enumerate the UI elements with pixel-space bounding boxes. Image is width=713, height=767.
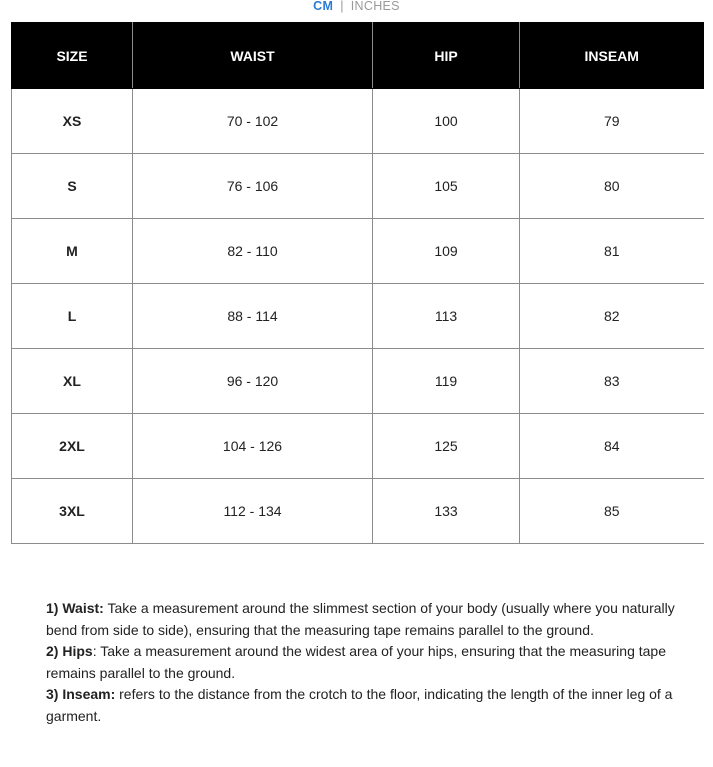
inseam-cell: 81 [520,219,704,284]
note-term: 2) Hips [46,643,93,659]
measurement-notes [46,598,701,727]
waist-cell: 70 - 102 [133,89,373,154]
size-cell: XL [12,349,133,414]
table-row [12,219,704,284]
table-row [12,89,704,154]
hip-cell: 133 [373,479,520,544]
unit-separator: | [340,0,344,13]
note-waist [46,598,701,641]
size-cell: M [12,219,133,284]
note-inseam [46,684,701,727]
inseam-cell: 84 [520,414,704,479]
inseam-cell: 83 [520,349,704,414]
table-row [12,154,704,219]
note-text: : Take a measurement around the widest area of your hips, ensuring that the measuring tape remains parallel to the ground. [46,643,666,681]
note-text: Take a measurement around the slimmest section of your body (usually where you naturally bend from side to side), ensuring that the measuring tape remains parallel to the ground. [46,600,675,638]
hip-cell: 113 [373,284,520,349]
unit-cm-button[interactable]: CM [313,0,334,13]
size-cell: L [12,284,133,349]
table-row [12,414,704,479]
header-inseam: INSEAM [520,23,704,89]
inseam-cell: 80 [520,154,704,219]
table-row [12,479,704,544]
waist-cell: 96 - 120 [133,349,373,414]
waist-cell: 82 - 110 [133,219,373,284]
inseam-cell: 85 [520,479,704,544]
size-cell: XS [12,89,133,154]
note-text: refers to the distance from the crotch to the floor, indicating the length of the inner leg of a garment. [46,686,673,724]
unit-inches-button[interactable]: INCHES [350,0,400,13]
inseam-cell: 82 [520,284,704,349]
table-row [12,284,704,349]
table-header-row [12,23,704,89]
waist-cell: 76 - 106 [133,154,373,219]
hip-cell: 100 [373,89,520,154]
hip-cell: 125 [373,414,520,479]
size-cell: 2XL [12,414,133,479]
waist-cell: 104 - 126 [133,414,373,479]
note-term: 3) Inseam: [46,686,116,702]
hip-cell: 109 [373,219,520,284]
header-waist: WAIST [133,23,373,89]
note-term: 1) Waist: [46,600,104,616]
inseam-cell: 79 [520,89,704,154]
waist-cell: 112 - 134 [133,479,373,544]
waist-cell: 88 - 114 [133,284,373,349]
size-cell: 3XL [12,479,133,544]
unit-toggle [0,0,713,14]
header-hip: HIP [373,23,520,89]
hip-cell: 105 [373,154,520,219]
size-chart-table [11,22,704,544]
size-cell: S [12,154,133,219]
header-size: SIZE [12,23,133,89]
note-hips [46,641,701,684]
table-row [12,349,704,414]
hip-cell: 119 [373,349,520,414]
